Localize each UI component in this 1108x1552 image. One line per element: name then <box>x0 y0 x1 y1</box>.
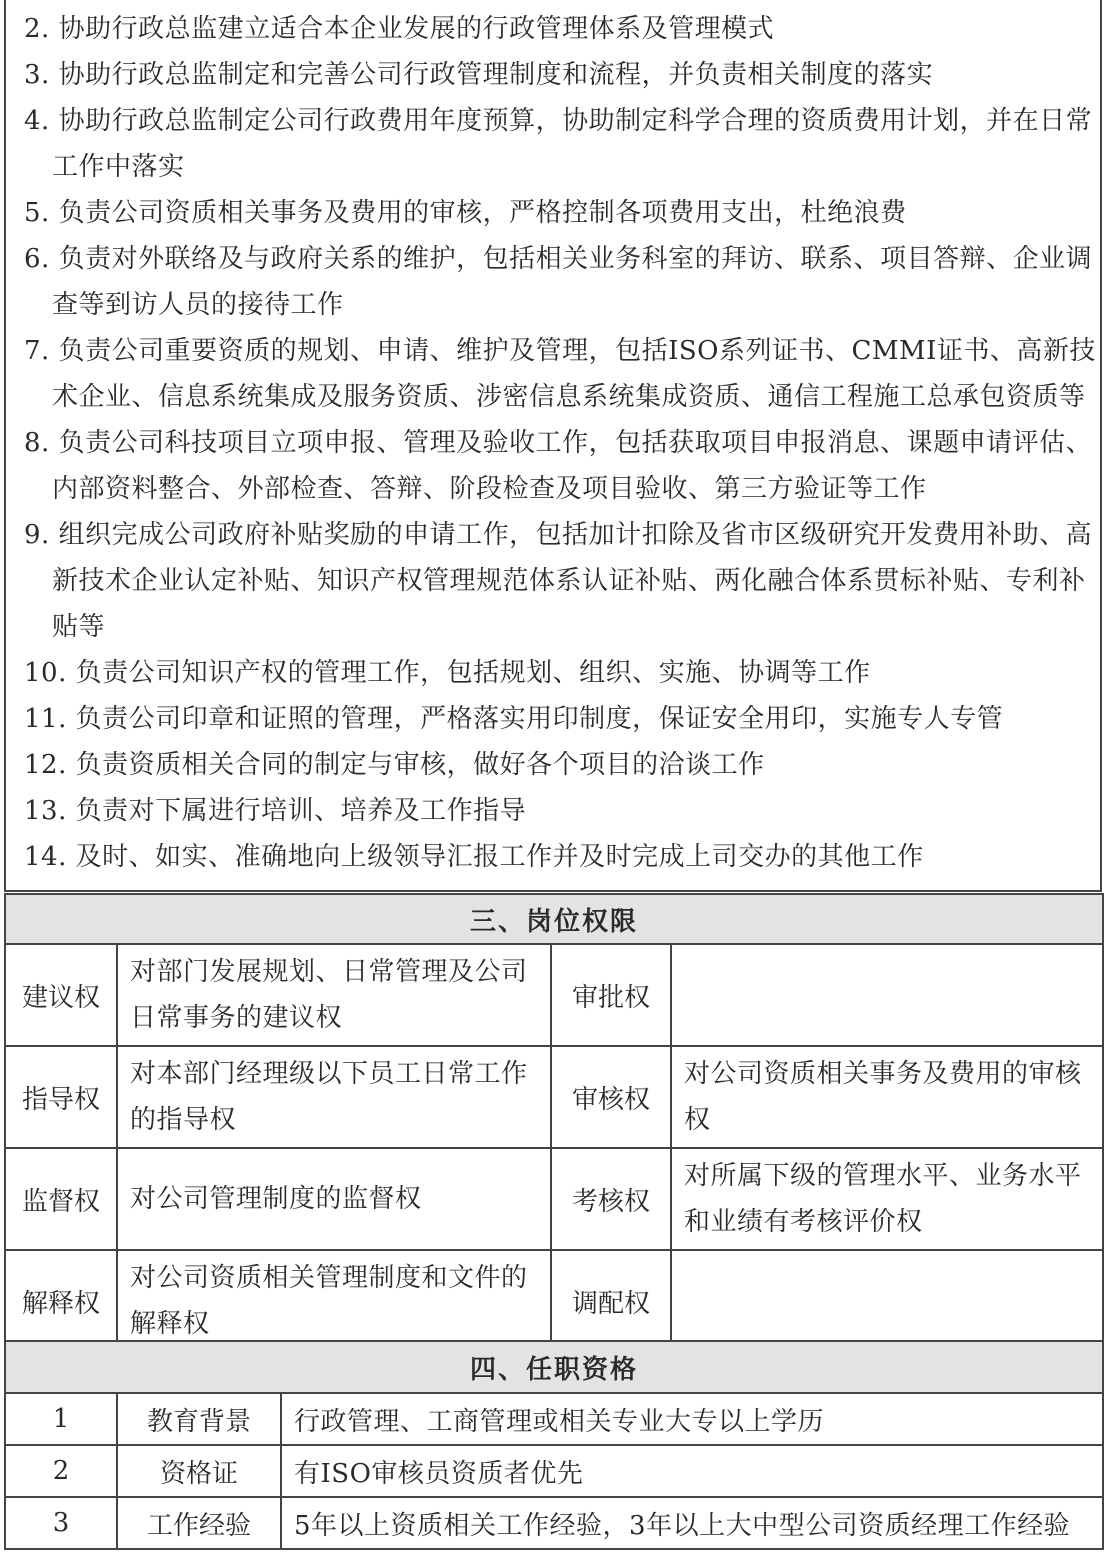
authority-label: 建议权 <box>5 944 117 1046</box>
duty-item: 11. 负责公司印章和证照的管理，严格落实用印制度，保证安全用印，实施专人专管 <box>24 704 1004 734</box>
authority-description <box>671 944 1103 1046</box>
qualification-number: 3 <box>5 1497 117 1549</box>
duty-item: 5. 负责公司资质相关事务及费用的审核，严格控制各项费用支出，杜绝浪费 <box>24 198 907 228</box>
authority-label: 监督权 <box>5 1148 117 1250</box>
authority-description: 对所属下级的管理水平、业务水平和业绩有考核评价权 <box>671 1148 1103 1250</box>
qualification-number: 2 <box>5 1445 117 1497</box>
duty-item: 10. 负责公司知识产权的管理工作，包括规划、组织、实施、协调等工作 <box>24 658 871 688</box>
authority-label: 解释权 <box>5 1250 117 1352</box>
authority-description: 对公司资质相关事务及费用的审核权 <box>671 1046 1103 1148</box>
duties-cell <box>5 0 1101 891</box>
authority-description: 对本部门经理级以下员工日常工作的指导权 <box>117 1046 551 1148</box>
qualification-value: 5年以上资质相关工作经验，3年以上大中型公司资质经理工作经验 <box>281 1497 1103 1549</box>
duty-item: 3. 协助行政总监制定和完善公司行政管理制度和流程，并负责相关制度的落实 <box>24 60 934 90</box>
duty-item: 14. 及时、如实、准确地向上级领导汇报工作并及时完成上司交办的其他工作 <box>24 842 924 872</box>
duty-item: 4. 协助行政总监制定公司行政费用年度预算，协助制定科学合理的资质费用计划，并在日常工作中落实 <box>24 106 1093 182</box>
duty-item: 9. 组织完成公司政府补贴奖励的申请工作，包括加计扣除及省市区级研究开发费用补助、高新技术企业认定补贴、知识产权管理规范体系认证补贴、两化融合体系贯标补贴、专利补贴等 <box>24 520 1093 642</box>
qualifications-section-title: 四、任职资格 <box>5 1341 1103 1393</box>
qualification-key: 工作经验 <box>117 1497 281 1549</box>
authority-description: 对部门发展规划、日常管理及公司日常事务的建议权 <box>117 944 551 1046</box>
qualification-key: 教育背景 <box>117 1393 281 1445</box>
authority-table <box>4 893 1104 1353</box>
duty-item: 6. 负责对外联络及与政府关系的维护，包括相关业务科室的拜访、联系、项目答辩、企业调查等到访人员的接待工作 <box>24 244 1093 320</box>
authority-section-title: 三、岗位权限 <box>5 894 1103 944</box>
authority-label: 调配权 <box>551 1250 671 1352</box>
qualification-value: 行政管理、工商管理或相关专业大专以上学历 <box>281 1393 1103 1445</box>
authority-label: 指导权 <box>5 1046 117 1148</box>
authority-label: 审核权 <box>551 1046 671 1148</box>
qualification-value: 有ISO审核员资质者优先 <box>281 1445 1103 1497</box>
authority-description <box>671 1250 1103 1352</box>
authority-description: 对公司管理制度的监督权 <box>117 1148 551 1250</box>
duties-table <box>4 0 1102 892</box>
duty-item: 8. 负责公司科技项目立项申报、管理及验收工作，包括获取项目申报消息、课题申请评估、内部资料整合、外部检查、答辩、阶段检查及项目验收、第三方验证等工作 <box>24 428 1093 504</box>
authority-label: 考核权 <box>551 1148 671 1250</box>
duty-item: 2. 协助行政总监建立适合本企业发展的行政管理体系及管理模式 <box>24 14 775 44</box>
authority-label: 审批权 <box>551 944 671 1046</box>
duty-item: 7. 负责公司重要资质的规划、申请、维护及管理，包括ISO系列证书、CMMI证书、高新技术企业、信息系统集成及服务资质、涉密信息系统集成资质、通信工程施工总承包资质等 <box>24 336 1096 412</box>
duty-item: 12. 负责资质相关合同的制定与审核，做好各个项目的洽谈工作 <box>24 750 765 780</box>
qualification-key: 资格证 <box>117 1445 281 1497</box>
authority-description: 对公司资质相关管理制度和文件的解释权 <box>117 1250 551 1352</box>
qualification-number: 1 <box>5 1393 117 1445</box>
duty-item: 13. 负责对下属进行培训、培养及工作指导 <box>24 796 527 826</box>
qualifications-table <box>4 1340 1104 1550</box>
